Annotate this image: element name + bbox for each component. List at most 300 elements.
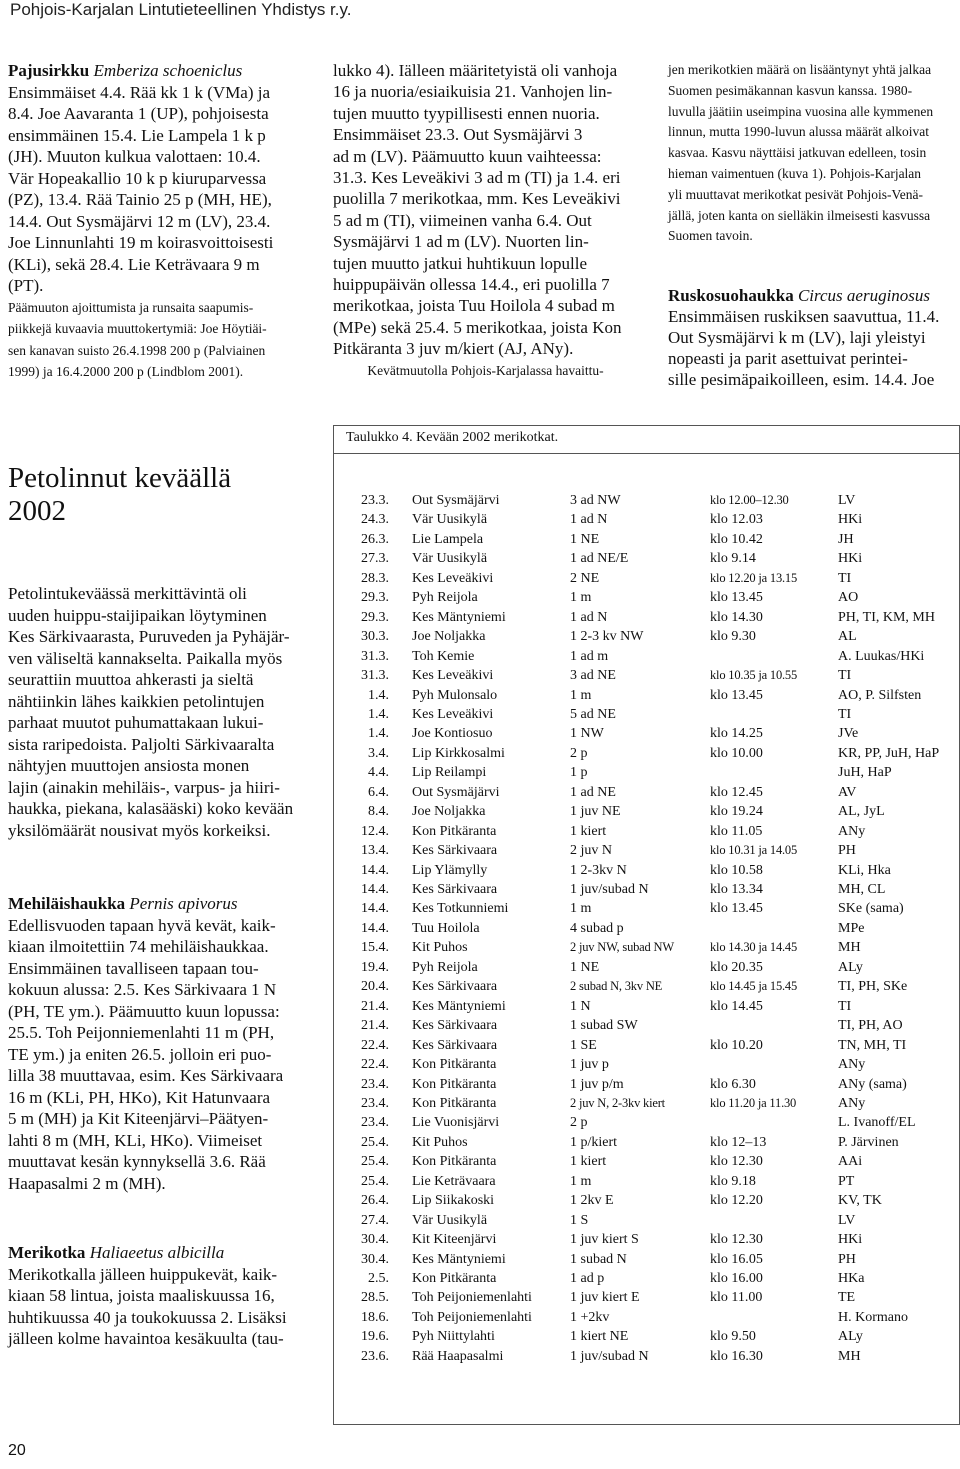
birds-cell: 1 subad N bbox=[570, 1251, 627, 1267]
observer-cell: ALy bbox=[838, 1329, 863, 1345]
table-row bbox=[334, 590, 960, 609]
observer-cell: TI bbox=[838, 706, 852, 722]
birds-cell: 1 NW bbox=[570, 726, 604, 742]
date-cell: 12.4. bbox=[361, 823, 389, 839]
place-cell: Lip Reilampi bbox=[412, 765, 487, 781]
table-row bbox=[334, 785, 960, 804]
text-line: sille pesimäpaikoilleen, esim. 14.4. Joe bbox=[668, 370, 935, 390]
observer-cell: AO, P. Silfsten bbox=[838, 687, 922, 703]
observer-cell: ANy bbox=[838, 823, 866, 839]
place-cell: Vär Uusikylä bbox=[412, 1212, 488, 1228]
birds-cell: 1 ad m bbox=[570, 648, 609, 664]
text-line: parhaat muutot puhumattakaan lukui- bbox=[8, 713, 264, 732]
observer-cell: MPe bbox=[838, 920, 865, 936]
table-row bbox=[334, 629, 960, 648]
table-row bbox=[334, 1038, 960, 1057]
time-cell: klo 13.45 bbox=[710, 687, 763, 703]
time-cell: klo 9.50 bbox=[710, 1329, 756, 1345]
date-cell: 21.4. bbox=[361, 998, 389, 1014]
date-cell: 19.6. bbox=[361, 1329, 389, 1345]
time-cell: klo 14.30 bbox=[710, 609, 763, 625]
text-line: Ensimmäiset 23.3. Out Sysmäjärvi 3 bbox=[333, 125, 583, 145]
place-cell: Lie Lampela bbox=[412, 531, 484, 547]
text-line: huhtikuussa 40 ja toukokuussa 2. Lisäksi bbox=[8, 1307, 287, 1327]
place-cell: Lip Siikakoski bbox=[412, 1193, 495, 1209]
observer-cell: TN, MH, TI bbox=[838, 1037, 907, 1053]
observer-cell: HKi bbox=[838, 551, 863, 567]
text-line: Suomen tavoin. bbox=[668, 228, 753, 244]
table-row bbox=[334, 1096, 960, 1115]
text-line: huippupäivän ollessa 14.4., eri puolilla 7 bbox=[333, 275, 610, 295]
date-cell: 27.4. bbox=[361, 1212, 389, 1228]
time-cell: klo 12.20 ja 13.15 bbox=[710, 570, 798, 585]
text-line: uuden huippu-staijipaikan löytyminen bbox=[8, 605, 267, 625]
table-row bbox=[334, 1018, 960, 1037]
birds-cell: 1 juv/subad N bbox=[570, 882, 649, 897]
time-cell: klo 10.42 bbox=[710, 531, 763, 547]
table-row bbox=[334, 493, 960, 512]
observer-cell: ANy bbox=[838, 1095, 866, 1111]
text-line: Joe Linnunlahti 19 m koirasvoittoisesti bbox=[8, 233, 274, 252]
text-line: ven väliseltä kannakselta. Paikalla myös bbox=[8, 648, 283, 668]
time-cell: klo 14.45 ja 15.45 bbox=[710, 979, 798, 994]
observer-cell: TI, PH, SKe bbox=[838, 979, 908, 995]
observer-cell: TI bbox=[838, 668, 852, 684]
text-line: 5 ad m (TI), viimeinen vanha 6.4. Out bbox=[333, 210, 592, 230]
observer-cell: MH, CL bbox=[838, 882, 886, 897]
date-cell: 14.4. bbox=[361, 920, 389, 936]
place-cell: Joe Noljakka bbox=[412, 804, 486, 820]
date-cell: 31.3. bbox=[361, 648, 389, 664]
time-cell: klo 10.35 ja 10.55 bbox=[710, 668, 798, 683]
text-line: 31.3. Kes Leveäkivi 3 ad m (TI) ja 1.4. eri bbox=[333, 168, 621, 188]
observer-cell: LV bbox=[838, 1212, 856, 1228]
date-cell: 15.4. bbox=[361, 940, 389, 956]
birds-cell: 1 juv/subad N bbox=[570, 1348, 649, 1364]
place-cell: Kes Mäntyniemi bbox=[412, 1251, 506, 1267]
table-row bbox=[334, 921, 960, 940]
time-cell: klo 10.31 ja 14.05 bbox=[710, 843, 798, 858]
column-3 bbox=[668, 60, 960, 390]
table-row bbox=[334, 843, 960, 862]
birds-cell: 1 N bbox=[570, 998, 591, 1014]
text-line: Haapasalmi 2 m (MH). bbox=[8, 1173, 166, 1193]
date-cell: 22.4. bbox=[361, 1057, 389, 1073]
date-cell: 20.4. bbox=[361, 979, 389, 995]
date-cell: 28.3. bbox=[361, 570, 389, 586]
text-line: Kevätmuutolla Pohjois-Karjalassa havaittu- bbox=[367, 362, 604, 378]
place-cell: Joe Noljakka bbox=[412, 629, 486, 645]
table-row bbox=[334, 551, 960, 570]
observer-cell: KLi, Hka bbox=[838, 862, 891, 878]
time-cell: klo 13.45 bbox=[710, 590, 763, 606]
text-line: (MPe) sekä 25.4. 5 merikotkaa, joista Kon bbox=[333, 317, 622, 337]
observer-cell: MH bbox=[838, 1348, 861, 1364]
time-cell: klo 10.58 bbox=[710, 862, 763, 878]
birds-cell: 1 m bbox=[570, 1173, 592, 1189]
place-cell: Kon Pitkäranta bbox=[412, 1154, 497, 1170]
text-line: puolilla 7 merikotkaa, mm. Kes Leveäkivi bbox=[333, 189, 621, 209]
text-line: Pitkäranta 3 juv m/kiert (AJ, ANy). bbox=[333, 339, 574, 359]
date-cell: 4.4. bbox=[368, 765, 389, 781]
place-cell: Lie Vuonisjärvi bbox=[412, 1115, 500, 1131]
date-cell: 23.4. bbox=[361, 1095, 389, 1111]
place-cell: Vär Uusikylä bbox=[412, 551, 488, 567]
table-row bbox=[334, 1115, 960, 1134]
birds-cell: 2 subad N, 3kv NE bbox=[570, 979, 663, 994]
birds-cell: 1 2kv E bbox=[570, 1193, 614, 1209]
time-cell: klo 11.20 ja 11.30 bbox=[710, 1095, 797, 1110]
section-title: Petolinnut keväällä 2002 bbox=[8, 462, 232, 527]
birds-cell: 3 ad NW bbox=[570, 493, 621, 508]
place-cell: Kes Leveäkivi bbox=[412, 668, 494, 684]
birds-cell: 1 p bbox=[570, 765, 588, 781]
time-cell: klo 12.20 bbox=[710, 1193, 763, 1209]
date-cell: 26.3. bbox=[361, 531, 389, 547]
date-cell: 22.4. bbox=[361, 1037, 389, 1053]
text-line: (PH, TE ym.). Päämuutto kuun lopussa: bbox=[8, 1001, 280, 1021]
table-row bbox=[334, 1232, 960, 1251]
observer-cell: HKi bbox=[838, 1232, 863, 1248]
table-row bbox=[334, 571, 960, 590]
table-row bbox=[334, 1174, 960, 1193]
observer-cell: ANy (sama) bbox=[838, 1076, 907, 1092]
observer-cell: A. Luukas/HKi bbox=[838, 648, 925, 664]
date-cell: 1.4. bbox=[368, 706, 389, 722]
place-cell: Kes Särkivaara bbox=[412, 882, 498, 897]
species-heading: Ruskosuohaukka Circus aeruginosus bbox=[668, 286, 931, 306]
table-row bbox=[334, 960, 960, 979]
table-row bbox=[334, 668, 960, 687]
time-cell: klo 14.30 ja 14.45 bbox=[710, 940, 798, 955]
text-line: kokuun alussa: 2.5. Kes Särkivaara 1 N bbox=[8, 980, 277, 999]
table-row bbox=[334, 1329, 960, 1348]
table-row bbox=[334, 1252, 960, 1271]
observer-cell: TI bbox=[838, 570, 852, 586]
text-line: Ensimmäinen tavalliseen tapaan tou- bbox=[8, 958, 259, 978]
time-cell: klo 12.30 bbox=[710, 1232, 763, 1248]
text-line: piikkejä kuvaavia muuttokertymiä: Joe Höytiäi- bbox=[8, 321, 267, 336]
table-row bbox=[334, 979, 960, 998]
birds-cell: 1 juv kiert S bbox=[570, 1232, 639, 1248]
text-line: tujen muutto tyypillisesti ennen nuoria. bbox=[333, 103, 600, 123]
text-line: linnun, mutta 1990-luvun alussa määrät alkoivat bbox=[668, 124, 929, 140]
time-cell: klo 19.24 bbox=[710, 804, 763, 820]
table-row bbox=[334, 1135, 960, 1154]
place-cell: Out Sysmäjärvi bbox=[412, 493, 500, 508]
place-cell: Kes Mäntyniemi bbox=[412, 609, 506, 625]
time-cell: klo 14.45 bbox=[710, 998, 763, 1014]
birds-cell: 1 juv kiert E bbox=[570, 1290, 640, 1306]
text-line: Kes Särkivaarasta, Puruveden ja Pyhäjär- bbox=[8, 627, 290, 646]
observer-cell: LV bbox=[838, 493, 856, 508]
place-cell: Kes Leveäkivi bbox=[412, 570, 494, 586]
birds-cell: 1 NE bbox=[570, 531, 600, 547]
observer-cell: TE bbox=[838, 1290, 856, 1306]
text-line: jen merikotkien määrä on lisääntynyt yhtä jalkaa bbox=[668, 62, 932, 77]
text-line: Merikotkalla jälleen huippukevät, kaik- bbox=[8, 1264, 278, 1284]
text-line: haukka, piekana, kalasääski) koko kevään bbox=[8, 799, 294, 818]
place-cell: Toh Peijoniemenlahti bbox=[412, 1290, 532, 1306]
text-line: Ensimmäisen ruskiksen saavuttua, 11.4. bbox=[668, 307, 940, 327]
text-line: TE ym.) ja eniten 26.5. jolloin eri puo- bbox=[8, 1044, 272, 1064]
text-line: Edellisvuoden tapaan hyvä kevät, kaik- bbox=[8, 915, 276, 935]
birds-cell: 2 p bbox=[570, 1115, 588, 1131]
birds-cell: 1 SE bbox=[570, 1037, 597, 1053]
table-row bbox=[334, 882, 960, 901]
observer-cell: PH bbox=[838, 1251, 856, 1267]
place-cell: Kit Puhos bbox=[412, 940, 468, 956]
observer-cell: AAi bbox=[838, 1154, 863, 1170]
text-line: muuttavat kesän kynnyksellä 3.6. Rää bbox=[8, 1152, 266, 1171]
text-line: Päämuuton ajoittumista ja runsaita saapumis- bbox=[8, 299, 254, 315]
text-line: yksilömäärät nousivat myös korkeiksi. bbox=[8, 820, 271, 840]
text-line: jälleen kolme havaintoa kesäkuulta (tau- bbox=[8, 1329, 284, 1348]
date-cell: 19.4. bbox=[361, 959, 389, 975]
date-cell: 6.4. bbox=[368, 784, 389, 800]
observer-cell: AV bbox=[838, 784, 857, 800]
birds-cell: 1 juv p bbox=[570, 1057, 609, 1073]
birds-cell: 1 2-3kv N bbox=[570, 862, 627, 878]
date-cell: 23.6. bbox=[361, 1348, 389, 1364]
text-line: Vär Hopeakallio 10 k p kiuruparvessa bbox=[8, 168, 267, 188]
time-cell: klo 9.30 bbox=[710, 629, 756, 645]
time-cell: klo 20.35 bbox=[710, 959, 763, 975]
date-cell: 2.5. bbox=[368, 1271, 389, 1286]
birds-cell: 1 kiert bbox=[570, 823, 607, 839]
place-cell: Kes Totkunniemi bbox=[412, 901, 509, 917]
text-line: merikotkaa, joista Tuu Hoilola 4 subad m bbox=[333, 296, 615, 316]
text-line: nähtiinkin lähes kaikkien petolintujen bbox=[8, 691, 265, 711]
text-line: tujen muutto jatkui huhtikuun lopulle bbox=[333, 253, 588, 273]
table-row bbox=[334, 765, 960, 784]
place-cell: Kes Leveäkivi bbox=[412, 706, 494, 722]
text-line: yli muuttavat merikotkat pesivät Pohjois-Venä- bbox=[668, 186, 923, 202]
date-cell: 1.4. bbox=[368, 726, 389, 742]
table-row bbox=[334, 610, 960, 629]
text-line: kasvaa. Kasvu näyttäisi jatkuvan edelleen, tosin bbox=[668, 145, 927, 161]
time-cell: klo 16.30 bbox=[710, 1348, 763, 1364]
place-cell: Lip Kirkkosalmi bbox=[412, 745, 505, 761]
table-row bbox=[334, 1154, 960, 1173]
date-cell: 31.3. bbox=[361, 668, 389, 684]
birds-cell: 1 ad NE/E bbox=[570, 551, 629, 567]
place-cell: Kit Puhos bbox=[412, 1134, 468, 1150]
date-cell: 25.4. bbox=[361, 1154, 389, 1170]
birds-cell: 1 2-3 kv NW bbox=[570, 629, 644, 645]
table-row bbox=[334, 512, 960, 531]
date-cell: 14.4. bbox=[361, 901, 389, 917]
text-line: seurattiin muuttoa ahkerasti ja sieltä bbox=[8, 670, 254, 689]
birds-cell: 1 +2kv bbox=[570, 1309, 610, 1325]
birds-cell: 4 subad p bbox=[570, 920, 624, 936]
observer-cell: ALy bbox=[838, 959, 863, 975]
text-line: (JH). Muuton kulkua valottaen: 10.4. bbox=[8, 147, 261, 166]
table-row bbox=[334, 901, 960, 920]
place-cell: Kes Särkivaara bbox=[412, 843, 498, 859]
observer-cell: JVe bbox=[838, 726, 859, 742]
text-line: 14.4. Out Sysmäjärvi 12 m (LV), 23.4. bbox=[8, 211, 271, 231]
text-line: 1999) ja 16.4.2000 200 p (Lindblom 2001). bbox=[8, 364, 244, 379]
table-row bbox=[334, 532, 960, 551]
place-cell: Kon Pitkäranta bbox=[412, 1076, 497, 1092]
merikotka-continued bbox=[333, 60, 638, 381]
table-row bbox=[334, 1271, 960, 1290]
observer-cell: JH bbox=[838, 531, 854, 547]
table-row bbox=[334, 999, 960, 1018]
place-cell: Toh Peijoniemenlahti bbox=[412, 1309, 532, 1325]
date-cell: 24.3. bbox=[361, 512, 389, 528]
observer-cell: TI bbox=[838, 998, 852, 1014]
place-cell: Kon Pitkäranta bbox=[412, 1271, 497, 1286]
table-row bbox=[334, 726, 960, 745]
running-header: Pohjois-Karjalan Lintutieteellinen Yhdistys r.y. bbox=[10, 0, 352, 19]
text-line: Suomen pesimäkannan kasvun kanssa. 1980- bbox=[668, 82, 913, 98]
time-cell: klo 11.00 bbox=[710, 1290, 763, 1306]
table-row bbox=[334, 649, 960, 668]
text-line: ensimmäinen 15.4. Lie Lampela 1 k p bbox=[8, 125, 266, 145]
observer-cell: HKi bbox=[838, 512, 863, 528]
table-row bbox=[334, 940, 960, 959]
text-line: luvulla jäätiin useimpina vuosina alle kymmenen bbox=[668, 103, 934, 119]
observer-cell: JuH, HaP bbox=[838, 765, 892, 781]
table-row bbox=[334, 1193, 960, 1212]
place-cell: Kes Särkivaara bbox=[412, 1018, 498, 1034]
date-cell: 14.4. bbox=[361, 882, 389, 897]
table-row bbox=[334, 824, 960, 843]
date-cell: 29.3. bbox=[361, 609, 389, 625]
place-cell: Vär Uusikylä bbox=[412, 512, 488, 528]
place-cell: Kon Pitkäranta bbox=[412, 1095, 497, 1111]
birds-cell: 1 juv p/m bbox=[570, 1076, 624, 1092]
text-line: Petolintukeväässä merkittävintä oli bbox=[8, 584, 247, 603]
time-cell: klo 12–13 bbox=[710, 1134, 767, 1150]
birds-cell: 1 ad p bbox=[570, 1271, 605, 1286]
place-cell: Kes Mäntyniemi bbox=[412, 998, 506, 1014]
text-line: nähtyjen muuttojen ansiosta monen bbox=[8, 756, 250, 775]
text-line: lilla 38 muuttavaa, esim. Kes Särkivaara bbox=[8, 1066, 284, 1085]
text-line: ad m (LV). Päämuutto kuun vaihteessa: bbox=[333, 146, 602, 166]
text-line: Ensimmäiset 4.4. Rää kk 1 k (VMa) ja bbox=[8, 82, 271, 102]
date-cell: 18.6. bbox=[361, 1309, 389, 1325]
text-line: sen kanavan suisto 26.4.1998 200 p (Palviainen bbox=[8, 342, 266, 358]
observer-cell: AL bbox=[838, 629, 857, 645]
table-row bbox=[334, 1077, 960, 1096]
place-cell: Kit Kiteenjärvi bbox=[412, 1232, 497, 1248]
birds-cell: 1 ad NE bbox=[570, 784, 616, 800]
observer-cell: PH bbox=[838, 843, 856, 859]
birds-cell: 1 kiert bbox=[570, 1154, 607, 1170]
time-cell: klo 10.00 bbox=[710, 745, 763, 761]
date-cell: 13.4. bbox=[361, 843, 389, 859]
place-cell: Toh Kemie bbox=[412, 648, 475, 664]
text-line: 16 ja nuoria/esiaikuisia 21. Vanhojen lin- bbox=[333, 82, 613, 102]
date-cell: 23.3. bbox=[361, 493, 389, 508]
place-cell: Joe Kontiosuo bbox=[412, 726, 493, 742]
birds-cell: 2 juv N bbox=[570, 843, 612, 859]
table-caption: Taulukko 4. Kevään 2002 merikotkat. bbox=[346, 430, 559, 445]
table-row bbox=[334, 804, 960, 823]
observer-cell: KV, TK bbox=[838, 1193, 882, 1209]
date-cell: 3.4. bbox=[368, 745, 389, 761]
birds-cell: 2 juv NW, subad NW bbox=[570, 940, 674, 955]
date-cell: 8.4. bbox=[368, 804, 389, 820]
observer-cell: MH bbox=[838, 940, 861, 956]
text-line: Sysmäjärvi 1 ad m (LV). Nuorten lin- bbox=[333, 232, 589, 252]
date-cell: 30.4. bbox=[361, 1232, 389, 1248]
place-cell: Pyh Mulonsalo bbox=[412, 687, 498, 703]
date-cell: 27.3. bbox=[361, 551, 389, 567]
table-row bbox=[334, 1310, 960, 1329]
birds-cell: 1 kiert NE bbox=[570, 1329, 629, 1345]
species-heading: Pajusirkku Emberiza schoeniclus bbox=[8, 61, 243, 80]
birds-cell: 1 m bbox=[570, 590, 592, 606]
observer-cell: AO bbox=[838, 590, 859, 606]
birds-cell: 1 m bbox=[570, 687, 592, 703]
birds-cell: 5 ad NE bbox=[570, 706, 616, 722]
table-row bbox=[334, 688, 960, 707]
table-row bbox=[334, 746, 960, 765]
time-cell: klo 12.03 bbox=[710, 512, 763, 528]
place-cell: Lie Keträvaara bbox=[412, 1173, 496, 1189]
birds-cell: 1 m bbox=[570, 901, 592, 917]
time-cell: klo 16.05 bbox=[710, 1251, 763, 1267]
time-cell: klo 9.18 bbox=[710, 1173, 756, 1189]
text-line: kiaan 58 lintua, joista maaliskuussa 16, bbox=[8, 1286, 275, 1305]
time-cell: klo 13.34 bbox=[710, 882, 763, 897]
birds-cell: 1 subad SW bbox=[570, 1018, 638, 1034]
page-number: 20 bbox=[8, 1442, 26, 1459]
birds-cell: 1 ad N bbox=[570, 609, 608, 625]
date-cell: 29.3. bbox=[361, 590, 389, 606]
time-cell: klo 6.30 bbox=[710, 1076, 756, 1092]
observer-cell: PT bbox=[838, 1173, 855, 1189]
observer-cell: H. Kormano bbox=[838, 1309, 908, 1325]
observer-cell: AL, JyL bbox=[838, 804, 885, 820]
date-cell: 1.4. bbox=[368, 687, 389, 703]
text-line: lajin (ainakin mehiläis-, varpus- ja hiiri- bbox=[8, 777, 280, 797]
birds-cell: 2 p bbox=[570, 745, 588, 761]
date-cell: 30.4. bbox=[361, 1251, 389, 1267]
date-cell: 30.3. bbox=[361, 629, 389, 645]
text-line: (PZ), 13.4. Rää Tainio 25 p (MH, HE), bbox=[8, 190, 272, 209]
time-cell: klo 16.00 bbox=[710, 1271, 763, 1286]
date-cell: 21.4. bbox=[361, 1018, 389, 1034]
species-heading: Merikotka Haliaeetus albicilla bbox=[8, 1243, 225, 1262]
table-row bbox=[334, 1349, 960, 1368]
petolinnut-body bbox=[8, 583, 308, 1350]
table-divider bbox=[334, 453, 960, 454]
table-row bbox=[334, 863, 960, 882]
birds-cell: 1 S bbox=[570, 1212, 589, 1228]
observer-cell: TI, PH, AO bbox=[838, 1018, 903, 1034]
table-row bbox=[334, 1213, 960, 1232]
place-cell: Lip Ylämylly bbox=[412, 862, 488, 878]
date-cell: 25.4. bbox=[361, 1134, 389, 1150]
place-cell: Pyh Niittylahti bbox=[412, 1329, 495, 1345]
time-cell: klo 9.14 bbox=[710, 551, 756, 567]
place-cell: Kes Särkivaara bbox=[412, 979, 498, 995]
observer-cell: ANy bbox=[838, 1057, 866, 1073]
birds-cell: 1 p/kiert bbox=[570, 1134, 618, 1150]
place-cell: Tuu Hoilola bbox=[412, 920, 480, 936]
date-cell: 26.4. bbox=[361, 1193, 389, 1209]
place-cell: Pyh Reijola bbox=[412, 959, 478, 975]
birds-cell: 1 NE bbox=[570, 959, 600, 975]
table-row bbox=[334, 1057, 960, 1076]
birds-cell: 1 ad N bbox=[570, 512, 608, 528]
birds-cell: 2 juv N, 2-3kv kiert bbox=[570, 1095, 665, 1110]
